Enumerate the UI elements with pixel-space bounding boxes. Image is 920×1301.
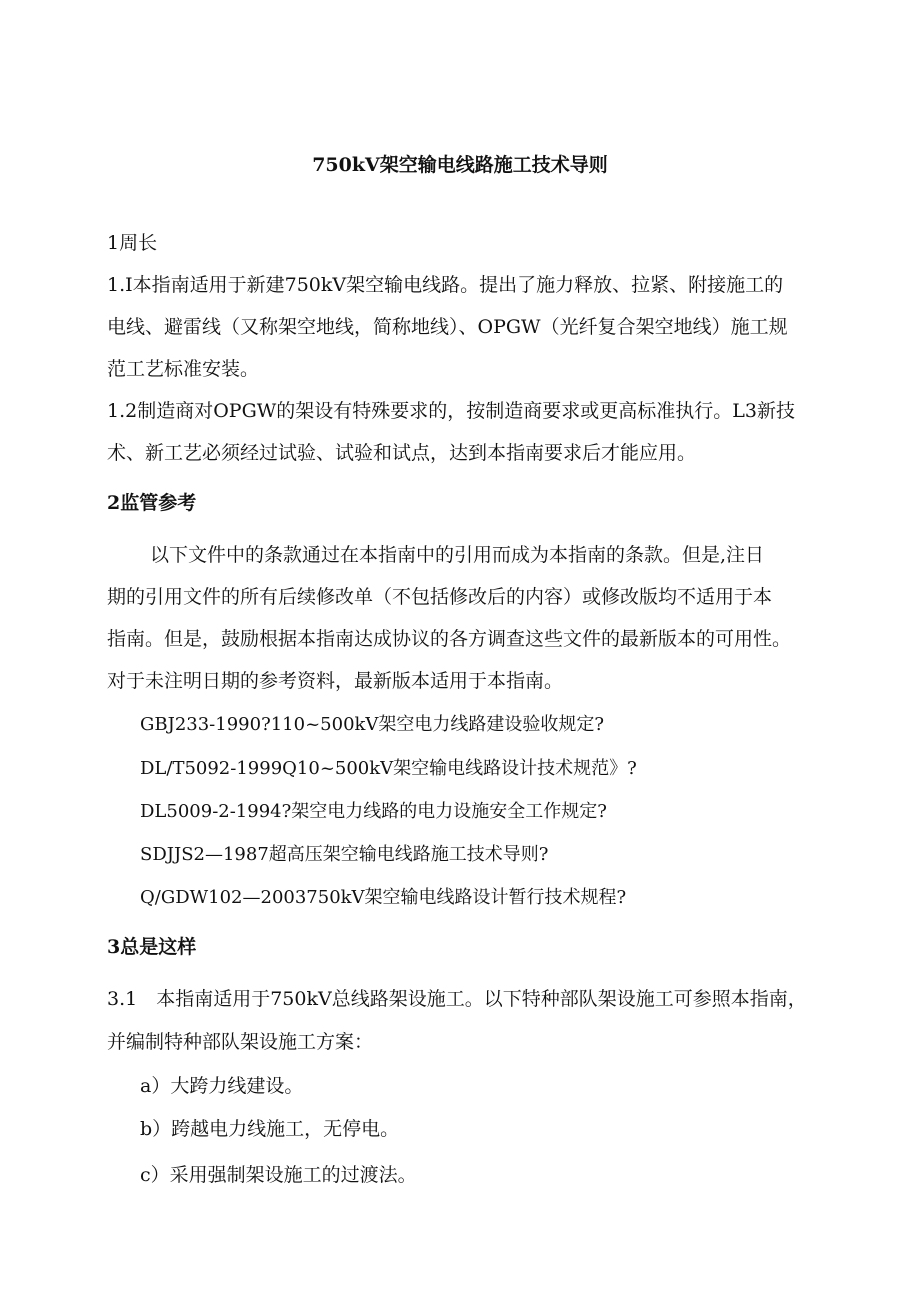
reference-item: SDJJS2—1987超高压架空输电线路施工技术导则? xyxy=(140,844,549,865)
paragraph-line: 以下文件中的条款通过在本指南中的引用而成为本指南的条款。但是,注日 xyxy=(150,544,765,566)
paragraph-line: 电线、避雷线（又称架空地线，简称地线）、OPGW（光纤复合架空地线）施工规 xyxy=(107,316,788,338)
paragraph-line: 指南。但是，鼓励根据本指南达成协议的各方调查这些文件的最新版本的可用性。 xyxy=(107,628,792,650)
paragraph-line: 对于未注明日期的参考资料，最新版本适用于本指南。 xyxy=(107,670,564,692)
paragraph-line: 并编制特种部队架设施工方案： xyxy=(107,1031,374,1053)
reference-item: DL5009-2-1994?架空电力线路的电力设施安全工作规定? xyxy=(140,801,607,822)
paragraph-line: 3.1 本指南适用于750kV总线路架设施工。以下特种部队架设施工可参照本指南， xyxy=(107,988,807,1010)
section-3-heading: 3总是这样 xyxy=(107,936,197,958)
list-item: a）大跨力线建设。 xyxy=(140,1075,304,1097)
paragraph-line: 1.2制造商对OPGW的架设有特殊要求的，按制造商要求或更高标准执行。L3新技 xyxy=(107,400,795,422)
paragraph-line: 术、新工艺必须经过试验、试验和试点，达到本指南要求后才能应用。 xyxy=(107,442,697,464)
list-item: c）采用强制架设施工的过渡法。 xyxy=(140,1164,417,1186)
paragraph-line: 期的引用文件的所有后续修改单（不包括修改后的内容）或修改版均不适用于本 xyxy=(107,586,773,608)
section-2-heading: 2监管参考 xyxy=(107,492,197,514)
document-title: 750kV架空输电线路施工技术导则 xyxy=(312,154,608,176)
reference-item: Q/GDW102—2003750kV架空输电线路设计暂行技术规程? xyxy=(140,887,627,908)
list-item: b）跨越电力线施工，无停电。 xyxy=(140,1118,400,1140)
paragraph-line: 1.I本指南适用于新建750kV架空输电线路。提出了施力释放、拉紧、附接施工的 xyxy=(107,274,784,296)
reference-item: GBJ233-1990?110~500kV架空电力线路建设验收规定? xyxy=(140,714,605,735)
section-1-heading: 1周长 xyxy=(107,232,158,254)
reference-item: DL/T5092-1999Q10~500kV架空输电线路设计技术规范》? xyxy=(140,758,637,779)
paragraph-line: 范工艺标准安装。 xyxy=(107,358,260,380)
